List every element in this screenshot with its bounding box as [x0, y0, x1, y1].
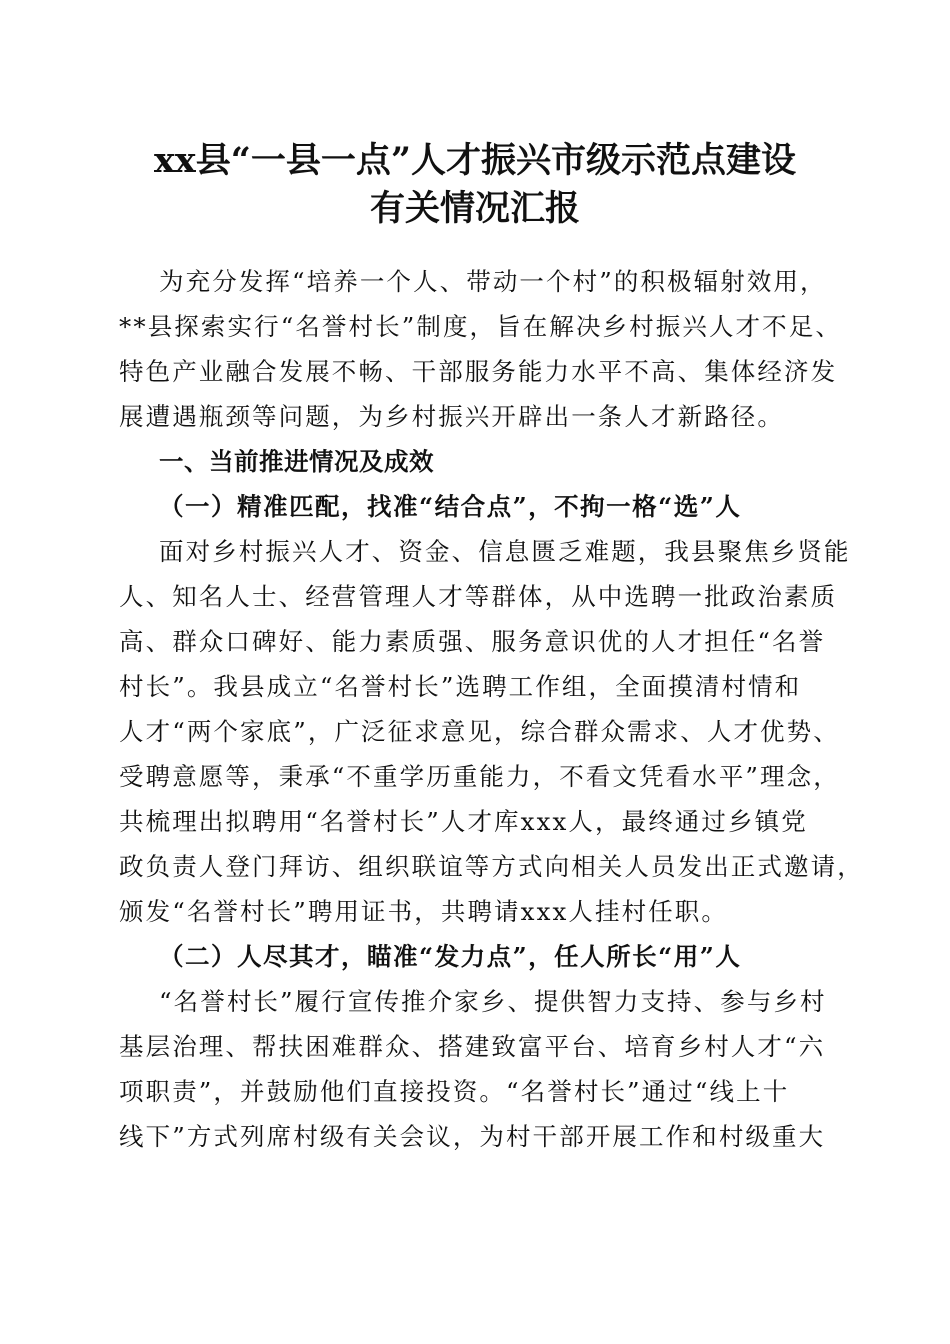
paragraph-intro-line: **县探索实行“名誉村长”制度，旨在解决乡村振兴人才不足、: [119, 312, 842, 341]
paragraph-line: 面对乡村振兴人才、资金、信息匮乏难题，我县聚焦乡贤能: [159, 537, 851, 566]
paragraph-line: 高、群众口碑好、能力素质强、服务意识优的人才担任“名誉: [119, 627, 826, 656]
document-title-line-1: xx县“一县一点”人才振兴市级示范点建设: [154, 140, 796, 181]
paragraph-line: 人才“两个家底”，广泛征求意见，综合群众需求、人才优势、: [119, 717, 840, 746]
paragraph-line: 颁发“名誉村长”聘用证书，共聘请xxx人挂村任职。: [119, 897, 728, 926]
paragraph-line: 村长”。我县成立“名誉村长”选聘工作组，全面摸清村情和: [119, 672, 802, 701]
paragraph-line: 政负责人登门拜访、组织联谊等方式向相关人员发出正式邀请，: [119, 852, 864, 881]
document-body: [119, 259, 864, 1159]
paragraph-line: 共梳理出拟聘用“名誉村长”人才库xxx人，最终通过乡镇党: [119, 807, 808, 836]
paragraph-line: 项职责”，并鼓励他们直接投资。“名誉村长”通过“线上十: [119, 1077, 790, 1106]
subsection-heading-1: （一）精准匹配，找准“结合点”，不拘一格“选”人: [159, 492, 742, 521]
paragraph-line: 基层治理、帮扶困难群众、搭建致富平台、培育乡村人才“六: [119, 1032, 826, 1061]
paragraph-line: 人、知名人士、经营管理人才等群体，从中选聘一批政治素质: [119, 582, 838, 611]
paragraph-line: “名誉村长”履行宣传推介家乡、提供智力支持、参与乡村: [159, 987, 827, 1016]
paragraph-intro-line: 特色产业融合发展不畅、干部服务能力水平不高、集体经济发: [119, 357, 838, 386]
subsection-heading-2: （二）人尽其才，瞄准“发力点”，任人所长“用”人: [159, 942, 742, 971]
paragraph-line: 受聘意愿等，秉承“不重学历重能力，不看文凭看水平”理念，: [119, 762, 840, 791]
paragraph-intro-line: 展遭遇瓶颈等问题，为乡村振兴开辟出一条人才新路径。: [119, 402, 784, 431]
section-heading-1: 一、当前推进情况及成效: [159, 447, 434, 476]
paragraph-line: 线下”方式列席村级有关会议，为村干部开展工作和村级重大: [119, 1122, 826, 1151]
paragraph-intro-line: 为充分发挥“培养一个人、带动一个村”的积极辐射效用，: [159, 267, 827, 296]
document-title-line-2: 有关情况汇报: [369, 188, 580, 229]
